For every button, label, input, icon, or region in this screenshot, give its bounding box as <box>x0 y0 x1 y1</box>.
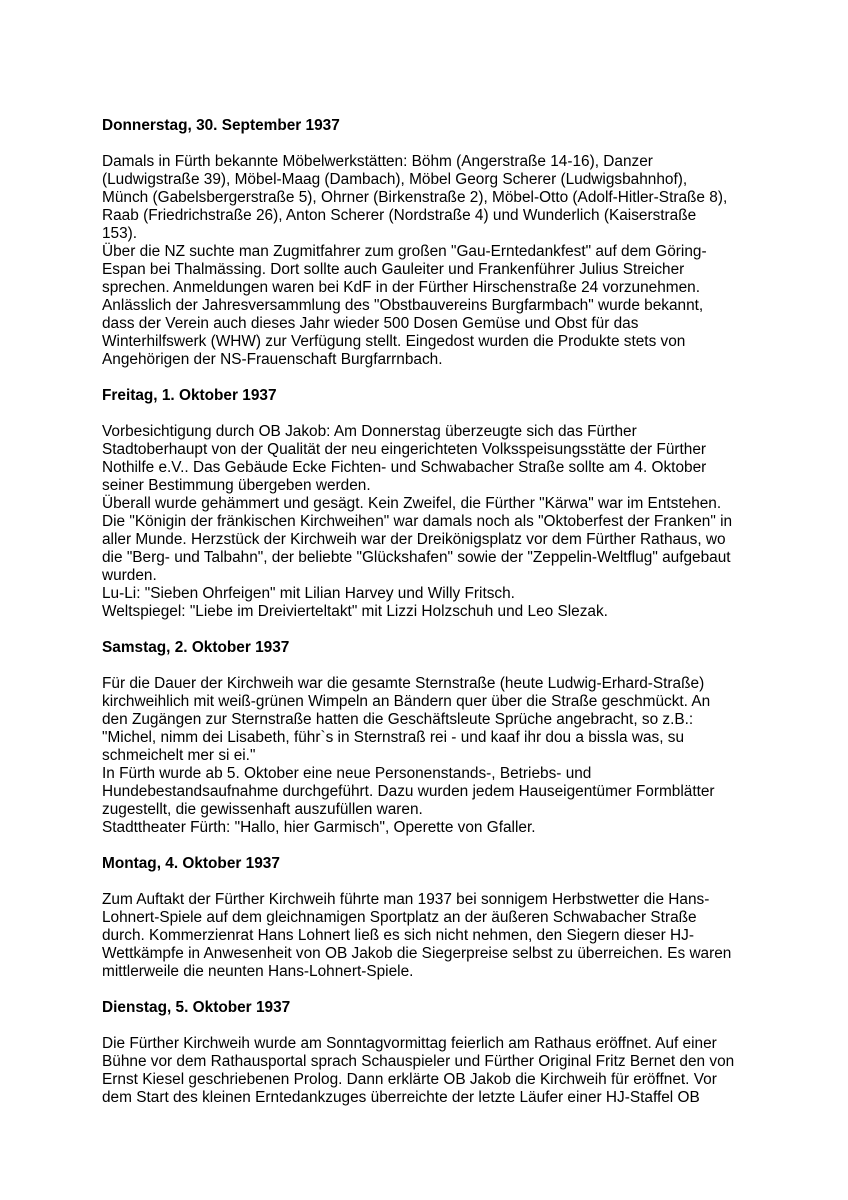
text-line: Über die NZ suchte man Zugmitfahrer zum großen "Gau-Erntedankfest" auf dem Göring- <box>102 243 707 260</box>
text-line: Vorbesichtigung durch OB Jakob: Am Donnerstag überzeugte sich das Fürther <box>102 423 637 440</box>
text-line: zugestellt, die gewissenhaft auszufüllen waren. <box>102 801 423 818</box>
text-line: Zum Auftakt der Fürther Kirchweih führte man 1937 bei sonnigem Herbstwetter die Hans- <box>102 891 710 908</box>
text-line: durch. Kommerzienrat Hans Lohnert ließ es sich nicht nehmen, den Siegern dieser HJ- <box>102 927 694 944</box>
entry-body <box>102 675 752 837</box>
text-line: sprechen. Anmeldungen waren bei KdF in der Fürther Hirschenstraße 24 vorzunehmen. <box>102 279 700 296</box>
paragraph <box>102 891 752 981</box>
text-line: aller Munde. Herzstück der Kirchweih war der Dreikönigsplatz vor dem Fürther Rathaus, wo <box>102 531 726 548</box>
text-line: Weltspiegel: "Liebe im Dreivierteltakt" mit Lizzi Holzschuh und Leo Slezak. <box>102 603 608 620</box>
paragraph <box>102 585 752 603</box>
entry-2 <box>102 387 752 621</box>
text-line: Anlässlich der Jahresversammlung des "Obstbauvereins Burgfarmbach" wurde bekannt, <box>102 297 704 314</box>
text-line: den Zugängen zur Sternstraße hatten die Geschäftsleute Sprüche angebracht, so z.B.: <box>102 711 694 728</box>
paragraph <box>102 495 752 585</box>
text-line: Nothilfe e.V.. Das Gebäude Ecke Fichten- und Schwabacher Straße sollte am 4. Oktober <box>102 459 707 476</box>
text-line: dem Start des kleinen Erntedankzuges überreichte der letzte Läufer einer HJ-Staffel OB <box>102 1089 700 1106</box>
document-page <box>102 117 752 1125</box>
paragraph <box>102 297 752 369</box>
text-line: mittlerweile die neunten Hans-Lohnert-Spiele. <box>102 963 414 980</box>
entry-4 <box>102 855 752 981</box>
text-line: Hundebestandsaufnahme durchgeführt. Dazu wurden jedem Hauseigentümer Formblätter <box>102 783 715 800</box>
text-line: kirchweihlich mit weiß-grünen Wimpeln an Bändern quer über die Straße geschmückt. An <box>102 693 711 710</box>
text-line: Raab (Friedrichstraße 26), Anton Scherer (Nordstraße 4) und Wunderlich (Kaiserstraße <box>102 207 697 224</box>
entry-5 <box>102 999 752 1107</box>
entry-3 <box>102 639 752 837</box>
entry-1 <box>102 117 752 369</box>
paragraph <box>102 603 752 621</box>
text-line: seiner Bestimmung übergeben werden. <box>102 477 371 494</box>
text-line: die "Berg- und Talbahn", der beliebte "Glückshafen" sowie der "Zeppelin-Weltflug" aufgebaut <box>102 549 731 566</box>
entry-date: Samstag, 2. Oktober 1937 <box>102 639 290 656</box>
text-line: Bühne vor dem Rathausportal sprach Schauspieler und Fürther Original Fritz Bernet den von <box>102 1053 735 1070</box>
entry-body <box>102 891 752 981</box>
paragraph <box>102 765 752 819</box>
entry-body <box>102 423 752 621</box>
entry-body <box>102 153 752 369</box>
paragraph <box>102 675 752 765</box>
text-line: Für die Dauer der Kirchweih war die gesamte Sternstraße (heute Ludwig-Erhard-Straße) <box>102 675 705 692</box>
entry-date: Montag, 4. Oktober 1937 <box>102 855 280 872</box>
text-line: "Michel, nimm dei Lisabeth, führ`s in Sternstraß rei - und kaaf ihr dou a bissla was, su <box>102 729 685 746</box>
paragraph <box>102 243 752 297</box>
text-line: (Ludwigstraße 39), Möbel-Maag (Dambach), Möbel Georg Scherer (Ludwigsbahnhof), <box>102 171 688 188</box>
text-line: Lohnert-Spiele auf dem gleichnamigen Sportplatz an der äußeren Schwabacher Straße <box>102 909 697 926</box>
text-line: Stadtoberhaupt von der Qualität der neu eingerichteten Volksspeisungsstätte der Fürther <box>102 441 707 458</box>
text-line: In Fürth wurde ab 5. Oktober eine neue Personenstands-, Betriebs- und <box>102 765 592 782</box>
text-line: Die "Königin der fränkischen Kirchweihen" war damals noch als "Oktoberfest der Franken" in <box>102 513 733 530</box>
text-line: Überall wurde gehämmert und gesägt. Kein Zweifel, die Fürther "Kärwa" war im Entstehen. <box>102 495 722 512</box>
text-line: Damals in Fürth bekannte Möbelwerkstätten: Böhm (Angerstraße 14-16), Danzer <box>102 153 653 170</box>
text-line: Lu-Li: "Sieben Ohrfeigen" mit Lilian Harvey und Willy Fritsch. <box>102 585 515 602</box>
entry-date: Freitag, 1. Oktober 1937 <box>102 387 277 404</box>
text-line: Ernst Kiesel geschriebenen Prolog. Dann erklärte OB Jakob die Kirchweih für eröffnet. Vor <box>102 1071 717 1088</box>
paragraph <box>102 423 752 495</box>
paragraph <box>102 1035 752 1107</box>
text-line: wurden. <box>102 567 157 584</box>
text-line: Espan bei Thalmässing. Dort sollte auch Gauleiter und Frankenführer Julius Streicher <box>102 261 685 278</box>
text-line: Angehörigen der NS-Frauenschaft Burgfarrnbach. <box>102 351 443 368</box>
entry-body <box>102 1035 752 1107</box>
text-line: Stadttheater Fürth: "Hallo, hier Garmisch", Operette von Gfaller. <box>102 819 536 836</box>
entry-date: Dienstag, 5. Oktober 1937 <box>102 999 291 1016</box>
text-line: dass der Verein auch dieses Jahr wieder 500 Dosen Gemüse und Obst für das <box>102 315 639 332</box>
text-line: Münch (Gabelsbergerstraße 5), Ohrner (Birkenstraße 2), Möbel-Otto (Adolf-Hitler-Straße 8), <box>102 189 728 206</box>
text-line: Wettkämpfe in Anwesenheit von OB Jakob die Siegerpreise selbst zu überreichen. Es waren <box>102 945 732 962</box>
text-line: 153). <box>102 225 138 242</box>
paragraph <box>102 153 752 243</box>
text-line: Die Fürther Kirchweih wurde am Sonntagvormittag feierlich am Rathaus eröffnet. Auf einer <box>102 1035 717 1052</box>
paragraph <box>102 819 752 837</box>
text-line: Winterhilfswerk (WHW) zur Verfügung stellt. Eingedost wurden die Produkte stets von <box>102 333 686 350</box>
text-line: schmeichelt mer si ei." <box>102 747 256 764</box>
entry-date: Donnerstag, 30. September 1937 <box>102 117 340 134</box>
